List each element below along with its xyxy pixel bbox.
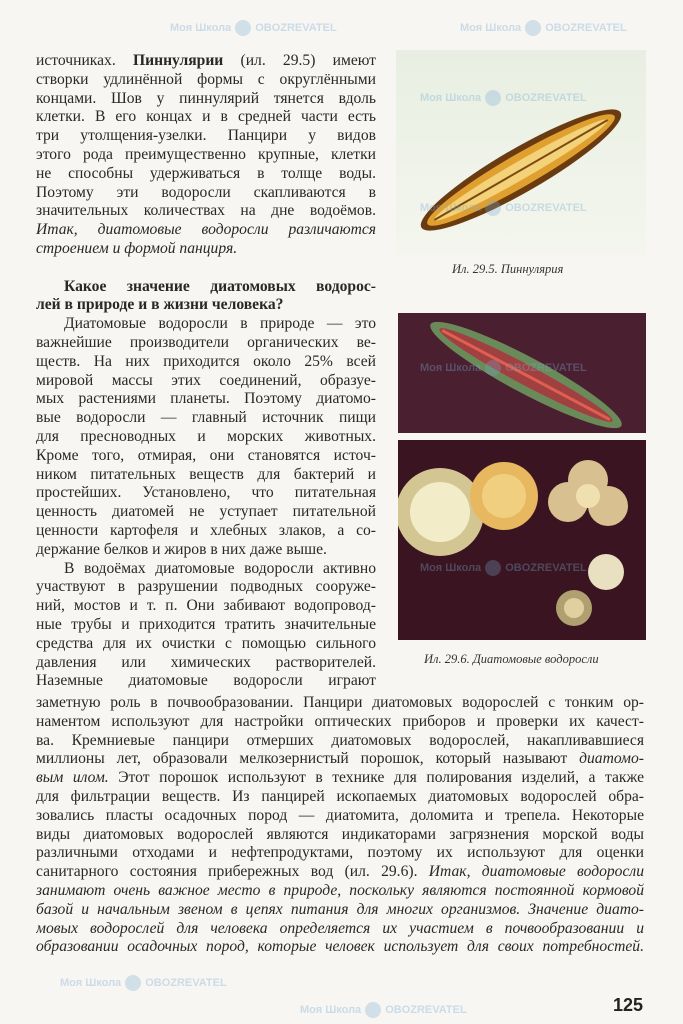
- watermark-school: Моя Школа: [420, 201, 482, 214]
- text-segment: для пресноводных и морских животных.: [36, 427, 376, 445]
- watermark-school: Моя Школа: [420, 561, 482, 574]
- text-line: [36, 541, 376, 560]
- text-line: [36, 807, 644, 826]
- text-line: [36, 71, 376, 90]
- text-segment: важнейшие производители органических ве-: [36, 333, 376, 351]
- text-line: [36, 353, 376, 372]
- text-line: [36, 372, 376, 391]
- text-line: [36, 90, 376, 109]
- text-segment: зовались пласты осадочных пород — диатомита, доломита и трепела. Некоторые: [36, 806, 644, 824]
- watermark-brand: OBOZREVATEL: [505, 361, 587, 374]
- text-line: [36, 52, 376, 71]
- text-segment: санитарного состояния прибережных вод (ил. 29.6).: [36, 863, 429, 881]
- figure-29-6-caption: Ил. 29.6. Диатомовые водоросли: [424, 652, 599, 666]
- text-segment: ные трубы и приходится тратить значительные: [36, 615, 376, 633]
- text-line: [36, 769, 644, 788]
- text-segment: ценность диатомей не уступает питательной: [36, 503, 376, 521]
- watermark-school: Моя Школа: [460, 21, 522, 34]
- watermark-brand: OBOZREVATEL: [505, 561, 587, 574]
- watermark-school: Моя Школа: [170, 21, 232, 34]
- watermark-brand: OBOZREVATEL: [545, 21, 627, 34]
- text-segment: средства для их очистки с помощью сильного: [36, 634, 376, 652]
- watermark-logo-icon: [125, 975, 141, 991]
- text-segment: В водоёмах диатомовые водоросли активно: [64, 559, 376, 577]
- text-line: [36, 108, 376, 127]
- text-line: [36, 334, 376, 353]
- text-segment: мировой массы этих соединений, образуе-: [36, 371, 376, 389]
- watermark-logo-icon: [365, 1002, 381, 1018]
- watermark-school: Моя Школа: [420, 361, 482, 374]
- text-line: [36, 882, 644, 901]
- text-segment: давления или химических растворителей.: [36, 653, 376, 671]
- text-line: [36, 522, 376, 541]
- watermark: [300, 1002, 467, 1018]
- bold-text: Пиннулярии: [132, 52, 224, 69]
- text-line: [36, 672, 376, 691]
- text-segment: концами. Шов у пиннулярий тянется вдоль: [36, 89, 376, 107]
- text-line: [36, 578, 376, 597]
- watermark-school: Моя Школа: [300, 1003, 362, 1016]
- text-segment: наментом используют для настройки оптических приборов и проверки их качест-: [36, 712, 644, 730]
- text-segment: значительных количествах на дне водоёмов.: [36, 202, 376, 220]
- text-line: [36, 315, 376, 334]
- text-line: [36, 635, 376, 654]
- text-line: [36, 484, 376, 503]
- italic-text: вым илом.: [36, 769, 109, 787]
- watermark: [60, 975, 227, 991]
- watermark-brand: OBOZREVATEL: [145, 976, 227, 989]
- text-line: [36, 732, 644, 751]
- text-line: [36, 750, 644, 769]
- text-line: [36, 165, 376, 184]
- text-segment: Кроме того, отмирая, они становятся источ-: [36, 446, 376, 464]
- text-segment: ценности картофеля и хлебных злаков, а со-: [36, 521, 376, 539]
- text-line: [36, 826, 644, 845]
- text-line: [36, 788, 644, 807]
- italic-text: строением и формой панциря.: [36, 239, 238, 257]
- italic-text: диатомо-: [579, 750, 644, 768]
- left-text-column: [36, 52, 376, 691]
- text-line: [36, 409, 376, 428]
- text-line: [36, 127, 376, 146]
- watermark-brand: OBOZREVATEL: [385, 1003, 467, 1016]
- text-line: [36, 390, 376, 409]
- text-line: [36, 901, 644, 920]
- bold-text: Какое значение диатомовых водорос-: [64, 277, 376, 295]
- text-line: [36, 694, 644, 713]
- text-line: [36, 938, 644, 957]
- text-segment: миллионы лет, образовали мелкозернистый порошок, который называют: [36, 750, 580, 768]
- text-line: [36, 202, 376, 221]
- watermark-logo-icon: [525, 20, 541, 36]
- text-line: [36, 296, 376, 315]
- text-segment: источниках.: [36, 52, 133, 69]
- text-segment: ва. Кремниевые панцири отмерших диатомовых водорослей, накапливавшиеся: [36, 731, 644, 749]
- text-segment: Этот порошок используют в технике для полирования изделий, а также: [108, 769, 644, 787]
- text-segment: различными отходами и нефтепродуктами, поэтому их используют для оценки: [36, 844, 644, 862]
- text-line: [36, 920, 644, 939]
- italic-text: мовых водорослей для человека определяется их участием в почвообразовании и: [36, 919, 644, 937]
- watermark-brand: OBOZREVATEL: [505, 91, 587, 104]
- italic-text: базой и начальным звеном в цепях питания для многих организмов. Значение диато-: [36, 900, 644, 918]
- watermark-brand: OBOZREVATEL: [505, 201, 587, 214]
- text-segment: не способны удерживаться в толще воды.: [36, 164, 376, 182]
- text-segment: ний, мостов и т. п. Они забивают водопровод-: [36, 597, 376, 615]
- watermark-school: Моя Школа: [60, 976, 122, 989]
- text-segment: заметную роль в почвообразовании. Панцири диатомовых водорослей с тонким ор-: [36, 694, 644, 711]
- watermark-school: Моя Школа: [420, 91, 482, 104]
- text-segment: этого рода преимущественно крупные, клетки: [36, 145, 376, 163]
- text-segment: для фильтрации веществ. Из панцирей ископаемых диатомовых водорослей обра-: [36, 787, 644, 805]
- text-line: [36, 654, 376, 673]
- text-line: [36, 616, 376, 635]
- figure-diatoms-group-image: [398, 440, 646, 640]
- text-segment: клетки. В его концах и в средней части есть: [36, 108, 376, 126]
- figure-29-5-caption: Ил. 29.5. Пиннулярия: [452, 262, 564, 276]
- figure-diatom-single-image: [398, 313, 646, 433]
- text-line: [36, 428, 376, 447]
- watermark-brand: OBOZREVATEL: [255, 21, 337, 34]
- bold-text: лей в природе и в жизни человека?: [36, 296, 284, 314]
- italic-text: Итак, диатомовые водоросли: [428, 863, 644, 881]
- text-segment: держание белков и жиров в них даже выше.: [36, 540, 327, 558]
- watermark: [460, 20, 627, 36]
- page-number: 125: [612, 995, 643, 1015]
- text-line: [36, 240, 376, 259]
- text-line: [36, 597, 376, 616]
- italic-text: образовании осадочных пород, которые человек использует для своих потребностей.: [36, 938, 644, 956]
- text-segment: участвуют в разрушении подводных сооруже-: [36, 578, 376, 596]
- text-line: [36, 221, 376, 240]
- text-segment: три утолщения-узелки. Панцири у видов: [36, 127, 376, 145]
- text-segment: Наземные диатомовые водоросли играют: [36, 672, 376, 690]
- text-segment: (ил. 29.5) имеют: [223, 52, 376, 69]
- text-line: [36, 503, 376, 522]
- text-line: [36, 863, 644, 882]
- text-segment: ником питательных веществ для бактерий и: [36, 465, 376, 483]
- text-line: [36, 560, 376, 579]
- text-line: [36, 259, 376, 278]
- text-line: [36, 466, 376, 485]
- text-segment: Диатомовые водоросли в природе — это: [64, 315, 376, 333]
- text-segment: ществ. На них приходится около 25% всей: [36, 352, 376, 370]
- full-width-text: [36, 694, 644, 957]
- watermark-logo-icon: [235, 20, 251, 36]
- text-line: [36, 447, 376, 466]
- watermark: [170, 20, 337, 36]
- text-line: [36, 184, 376, 203]
- text-line: [36, 713, 644, 732]
- text-line: [36, 844, 644, 863]
- text-line: [36, 146, 376, 165]
- text-line: [36, 278, 376, 297]
- text-segment: Поэтому эти водоросли скапливаются в: [36, 183, 376, 201]
- text-segment: вые водоросли — главный источник пищи: [36, 409, 376, 427]
- text-segment: виды диатомовых водорослей являются индикаторами загрязнения морской воды: [36, 825, 644, 843]
- text-segment: мых растениями планеты. Поэтому диатомо-: [36, 390, 376, 408]
- figure-pinnularia-image: [396, 50, 646, 255]
- text-segment: створки удлинённой формы с округлёнными: [36, 70, 376, 88]
- italic-text: Итак, диатомовые водоросли различаются: [36, 221, 376, 239]
- italic-text: занимают очень важное место в природе, поскольку являются постоянной кормовой: [36, 881, 644, 899]
- text-segment: простейших. Установлено, что питательная: [36, 484, 376, 502]
